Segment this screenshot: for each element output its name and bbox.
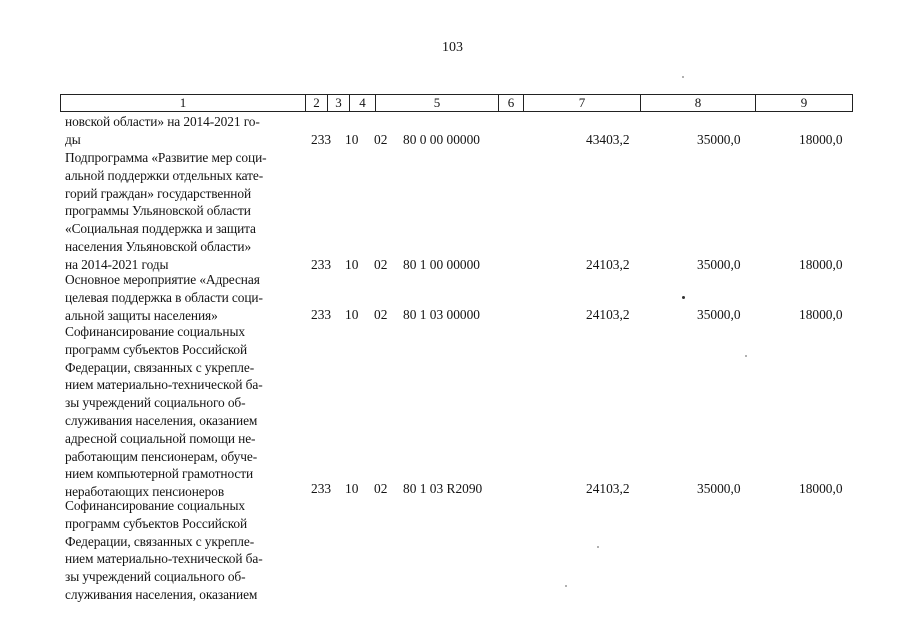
column-header-9: 9 [755, 94, 853, 112]
cell-c2: 233 [311, 307, 332, 322]
cell-c9: 18000,0 [799, 481, 843, 496]
cell-c2: 233 [311, 481, 332, 496]
cell-c3: 10 [345, 257, 359, 272]
cell-c7: 24103,2 [586, 481, 630, 496]
cell-c9: 18000,0 [799, 307, 843, 322]
cell-c3: 10 [345, 481, 359, 496]
table-header-row [60, 94, 852, 112]
row-description: Основное мероприятие «Адресная целевая поддержка в области соци- альной защиты населения» [65, 272, 263, 323]
cell-c2: 233 [311, 257, 332, 272]
column-header-6: 6 [498, 94, 524, 112]
cell-c5: 80 1 03 R2090 [403, 481, 483, 496]
page-number: 103 [442, 40, 463, 55]
cell-c5: 80 1 00 00000 [403, 257, 480, 272]
scan-speck [682, 76, 684, 78]
column-header-8: 8 [640, 94, 756, 112]
scan-speck [565, 585, 567, 587]
cell-c4: 02 [374, 132, 388, 147]
cell-c5: 80 0 00 00000 [403, 132, 480, 147]
cell-c3: 10 [345, 132, 359, 147]
column-header-1: 1 [60, 94, 306, 112]
column-header-4: 4 [349, 94, 376, 112]
cell-c4: 02 [374, 481, 388, 496]
scan-speck [682, 296, 685, 299]
cell-c5: 80 1 03 00000 [403, 307, 480, 322]
cell-c8: 35000,0 [697, 307, 741, 322]
cell-c9: 18000,0 [799, 132, 843, 147]
row-description: новской области» на 2014-2021 го- ды [65, 114, 260, 147]
row-description: Софинансирование социальных программ субъектов Российской Федерации, связанных с укрепле- нием материально-технической ба- зы учреждений социального об- служивания населения, оказанием адресной социальной помощи не- работающим пенсионерам, обуче- нием компьютерной грамотности неработающих пенсионеров [65, 324, 263, 500]
column-header-3: 3 [327, 94, 350, 112]
row-description: Подпрограмма «Развитие мер соци- альной поддержки отдельных кате- горий граждан» государственной программы Ульяновской области «Социальная поддержка и защита населения Ульяновской области» на 2014-2021 годы [65, 150, 267, 272]
cell-c3: 10 [345, 307, 359, 322]
row-description: Софинансирование социальных программ субъектов Российской Федерации, связанных с укрепле- нием материально-технической ба- зы учреждений социального об- служивания населения, оказанием [65, 498, 263, 602]
cell-c7: 24103,2 [586, 307, 630, 322]
cell-c7: 24103,2 [586, 257, 630, 272]
column-header-2: 2 [305, 94, 328, 112]
scan-speck [745, 355, 747, 357]
cell-c8: 35000,0 [697, 481, 741, 496]
cell-c4: 02 [374, 307, 388, 322]
column-header-5: 5 [375, 94, 499, 112]
cell-c9: 18000,0 [799, 257, 843, 272]
cell-c7: 43403,2 [586, 132, 630, 147]
cell-c4: 02 [374, 257, 388, 272]
cell-c8: 35000,0 [697, 132, 741, 147]
cell-c2: 233 [311, 132, 332, 147]
scan-speck [597, 546, 599, 548]
column-header-7: 7 [523, 94, 641, 112]
cell-c8: 35000,0 [697, 257, 741, 272]
